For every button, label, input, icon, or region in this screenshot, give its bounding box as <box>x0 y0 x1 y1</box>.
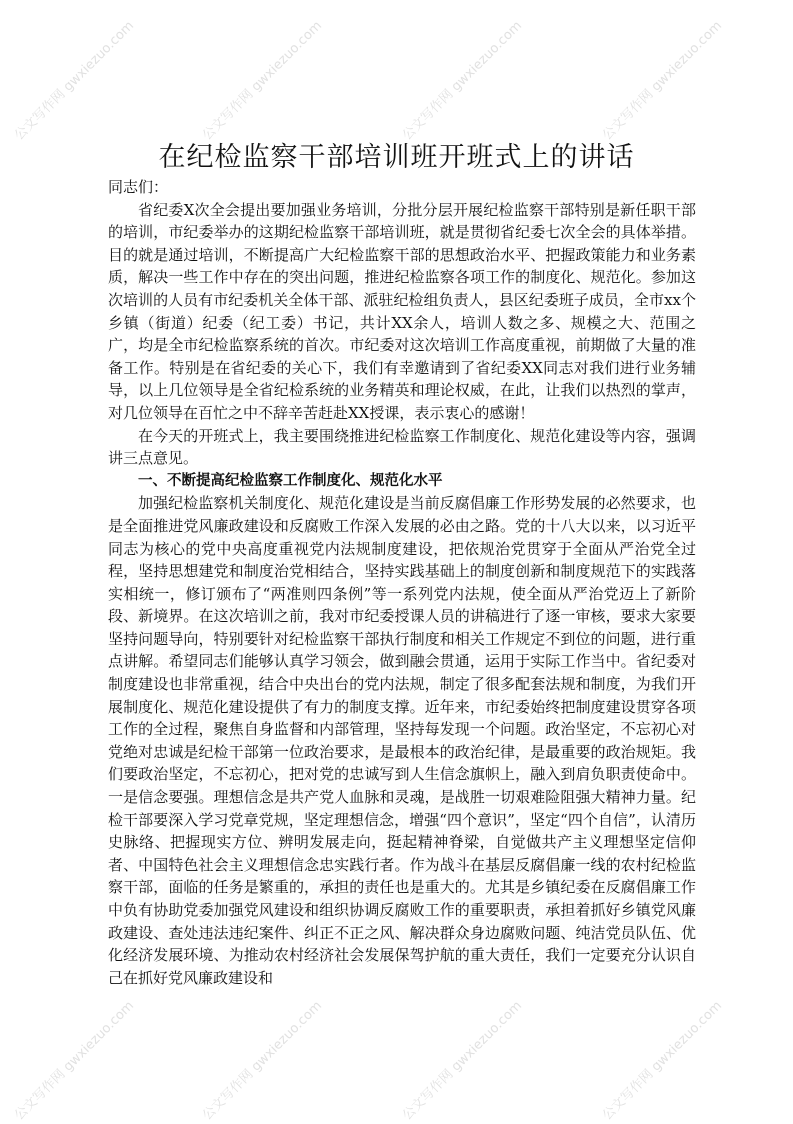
watermark-text: 公文写作网 gwxiezuo.com <box>599 18 726 144</box>
body-paragraph: 加强纪检监察机关制度化、规范化建设是当前反腐倡廉工作形势发展的必然要求，也是全面推进党风廉政建设和反腐败工作深入发展的必由之路。党的十八大以来，以习近平同志为核心的党中央高度重视党内法规制度建设，把依规治党贯穿于全面从严治党全过程，坚持思想建党和制度治党相结合，坚持实践基础上的制度创新和制度规范下的实践落实相统一，修订颁布了“两准则四条例”等一系列党内法规，使全面从严治党迈上了新阶段、新境界。在这次培训之前，我对市纪委授课人员的讲稿进行了逐一审核，要求大家要坚持问题导向，特别要针对纪检监察干部执行制度和相关工作规定不到位的问题，进行重点讲解。希望同志们能够认真学习领会，做到融会贯通，运用于实际工作当中。省纪委对制度建设也非常重视，结合中央出台的党内法规，制定了很多配套法规和制度，为我们开展制度化、规范化建设提供了有力的制度支撑。近年来，市纪委始终把制度建设贯穿各项工作的全过程，聚焦自身监督和内部管理，坚持每发现一个问题。政治坚定，不忘初心对党绝对忠诚是纪检干部第一位政治要求，是最根本的政治纪律，是最重要的政治规矩。我们要政治坚定，不忘初心，把对党的忠诚写到人生信念旗帜上，融入到肩负职责使命中。一是信念要强。理想信念是共产党人血脉和灵魂，是战胜一切艰难险阻强大精神力量。纪检干部要深入学习党章党规，坚定理想信念，增强“四个意识”，坚定“四个自信”，认清历史脉络、把握现实方位、辨明发展走向，挺起精神脊梁，自觉做共产主义理想坚定信仰者、中国特色社会主义理想信念忠实践行者。作为战斗在基层反腐倡廉一线的农村纪检监察干部，面临的任务是繁重的，承担的责任也是重大的。尤其是乡镇纪委在反腐倡廉工作中负有协助党委加强党风建设和组织协调反腐败工作的重要职责，承担着抓好乡镇党风廉政建设、查处违法违纪案件、纠正不正之风、解决群众身边腐败问题、纯洁党员队伍、优化经济发展环境、为推动农村经济社会发展保驾护航的重大责任，我们一定要充分认识自己在抓好党风廉政建设和 <box>108 494 696 987</box>
watermark-text: 公文写作网 gwxiezuo.com <box>199 18 326 144</box>
document-title: 在纪检监察干部培训班开班式上的讲话 <box>158 142 635 173</box>
body-paragraph: 在今天的开班式上，我主要围绕推进纪检监察工作制度化、规范化建设等内容，强调讲三点意见。 <box>108 426 696 468</box>
watermark-text: 公文写作网 gwxiezuo.com <box>11 18 138 144</box>
watermark-text: 公文写作网 gwxiezuo.com <box>199 998 326 1124</box>
watermark-text: 公文写作网 gwxiezuo.com <box>599 998 726 1124</box>
section-heading: 一、不断提高纪检监察工作制度化、规范化水平 <box>138 472 443 489</box>
watermark-text: 公文写作网 gwxiezuo.com <box>11 998 138 1124</box>
document-body <box>108 176 696 989</box>
salutation: 同志们： <box>108 178 169 196</box>
watermark-text: 公文写作网 gwxiezuo.com <box>399 998 526 1124</box>
body-paragraph: 省纪委X次全会提出要加强业务培训，分批分层开展纪检监察干部特别是新任职干部的培训，市纪委举办的这期纪检监察干部培训班，就是贯彻省纪委七次全会的具体举措。目的就是通过培训，不断提高广大纪检监察干部的思想政治水平、把握政策能力和业务素质，解决一些工作中存在的突出问题，推进纪检监察各项工作的制度化、规范化。参加这次培训的人员有市纪委机关全体干部、派驻纪检组负责人，县区纪委班子成员，全市xx个乡镇（街道）纪委（纪工委）书记，共计XX余人，培训人数之多、规模之大、范围之广，均是全市纪检监察系统的首次。市纪委对这次培训工作高度重视，前期做了大量的准备工作。特别是在省纪委的关心下，我们有幸邀请到了省纪委XX同志对我们进行业务辅导，以上几位领导是全省纪检系统的业务精英和理论权威，在此，让我们以热烈的掌声，对几位领导在百忙之中不辞辛苦赶赴XX授课，表示衷心的感谢！ <box>108 200 696 422</box>
watermark-text: 公文写作网 gwxiezuo.com <box>399 18 526 144</box>
